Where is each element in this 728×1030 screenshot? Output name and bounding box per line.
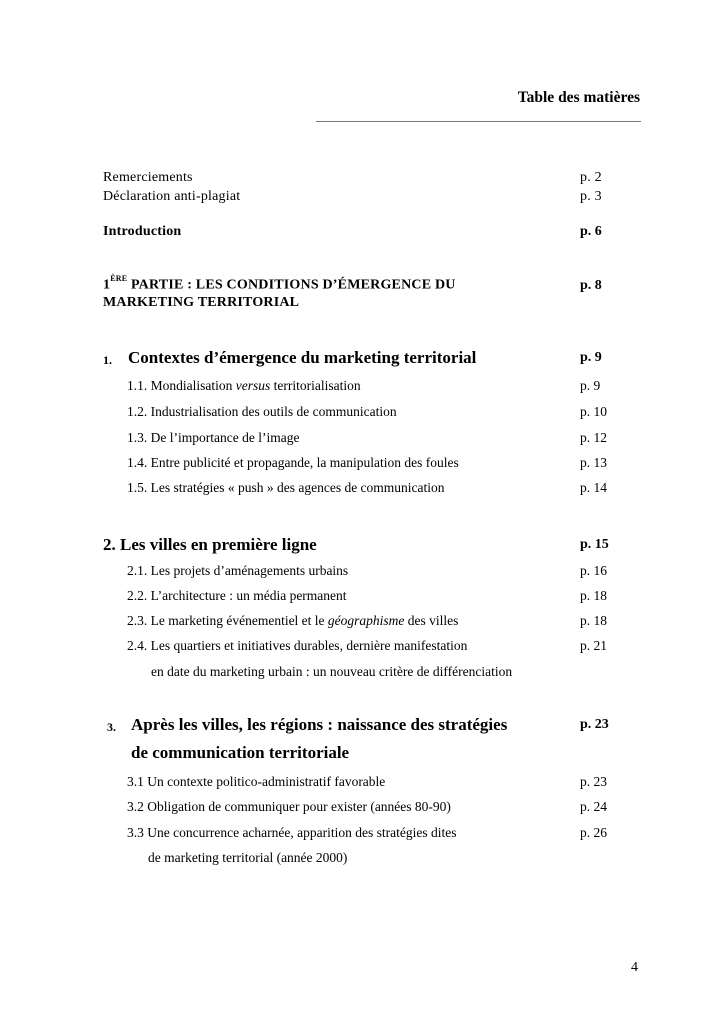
toc-entry-label: Remerciements <box>103 170 193 185</box>
subsection-page: p. 14 <box>580 480 607 495</box>
toc-title: Table des matières <box>517 89 640 106</box>
part-page: p. 8 <box>580 278 602 293</box>
subsection-label: 1.3. De l’importance de l’image <box>127 430 300 445</box>
subsection-page: p. 23 <box>580 774 607 789</box>
section-title: 2. Les villes en première ligne <box>103 535 317 554</box>
intro-label: Introduction <box>103 224 182 239</box>
part-number: 1 <box>103 277 111 293</box>
section-page: p. 23 <box>580 717 609 732</box>
part-heading <box>103 276 456 294</box>
subsection-label: 3.3 Une concurrence acharnée, apparition des stratégies dites <box>127 825 457 840</box>
subsection-label: 2.1. Les projets d’aménagements urbains <box>127 563 349 578</box>
subsection-page: p. 13 <box>580 455 607 470</box>
subsection-page: p. 26 <box>580 825 607 840</box>
section-number: 3. <box>107 720 116 734</box>
subsection-label: 2.3. Le marketing événementiel et le géographisme des villes <box>127 613 459 628</box>
subsection-page: p. 10 <box>580 404 607 419</box>
section-number: 1. <box>103 353 112 367</box>
part-title-line2: MARKETING TERRITORIAL <box>103 295 300 310</box>
page-number: 4 <box>631 960 638 975</box>
toc-entry-page: p. 3 <box>580 189 602 204</box>
subsection-page: p. 24 <box>580 799 607 814</box>
subsection-label: 3.2 Obligation de communiquer pour exister (années 80-90) <box>127 799 451 814</box>
section-title-line1: Après les villes, les régions : naissance des stratégies <box>131 715 508 734</box>
subsection-label: 2.4. Les quartiers et initiatives durables, dernière manifestation <box>127 638 468 653</box>
subsection-page: p. 9 <box>580 378 601 393</box>
subsection-label: 1.2. Industrialisation des outils de communication <box>127 404 397 419</box>
toc-entry-page: p. 2 <box>580 170 602 185</box>
subsection-label-continued: de marketing territorial (année 2000) <box>148 850 348 865</box>
subsection-label-continued: en date du marketing urbain : un nouveau critère de différenciation <box>151 664 513 679</box>
section-page: p. 15 <box>580 537 609 552</box>
toc-entry-label: Déclaration anti-plagiat <box>103 189 241 204</box>
subsection-page: p. 16 <box>580 563 607 578</box>
part-title-line1: PARTIE : LES CONDITIONS D’ÉMERGENCE DU <box>130 277 456 293</box>
section-title: Contextes d’émergence du marketing territorial <box>128 348 477 367</box>
section-page: p. 9 <box>580 350 602 365</box>
subsection-page: p. 18 <box>580 588 607 603</box>
subsection-label: 1.5. Les stratégies « push » des agences de communication <box>127 480 445 495</box>
intro-page: p. 6 <box>580 224 602 239</box>
subsection-label: 1.1. Mondialisation versus territorialisation <box>127 378 361 393</box>
part-ordinal: ÈRE <box>110 274 128 283</box>
subsection-page: p. 12 <box>580 430 607 445</box>
subsection-label: 3.1 Un contexte politico-administratif favorable <box>127 774 386 789</box>
section-title-line2: de communication territoriale <box>131 743 350 762</box>
subsection-page: p. 21 <box>580 638 607 653</box>
subsection-label: 2.2. L’architecture : un média permanent <box>127 588 347 603</box>
title-underline <box>316 121 641 122</box>
subsection-page: p. 18 <box>580 613 607 628</box>
subsection-label: 1.4. Entre publicité et propagande, la manipulation des foules <box>127 455 459 470</box>
